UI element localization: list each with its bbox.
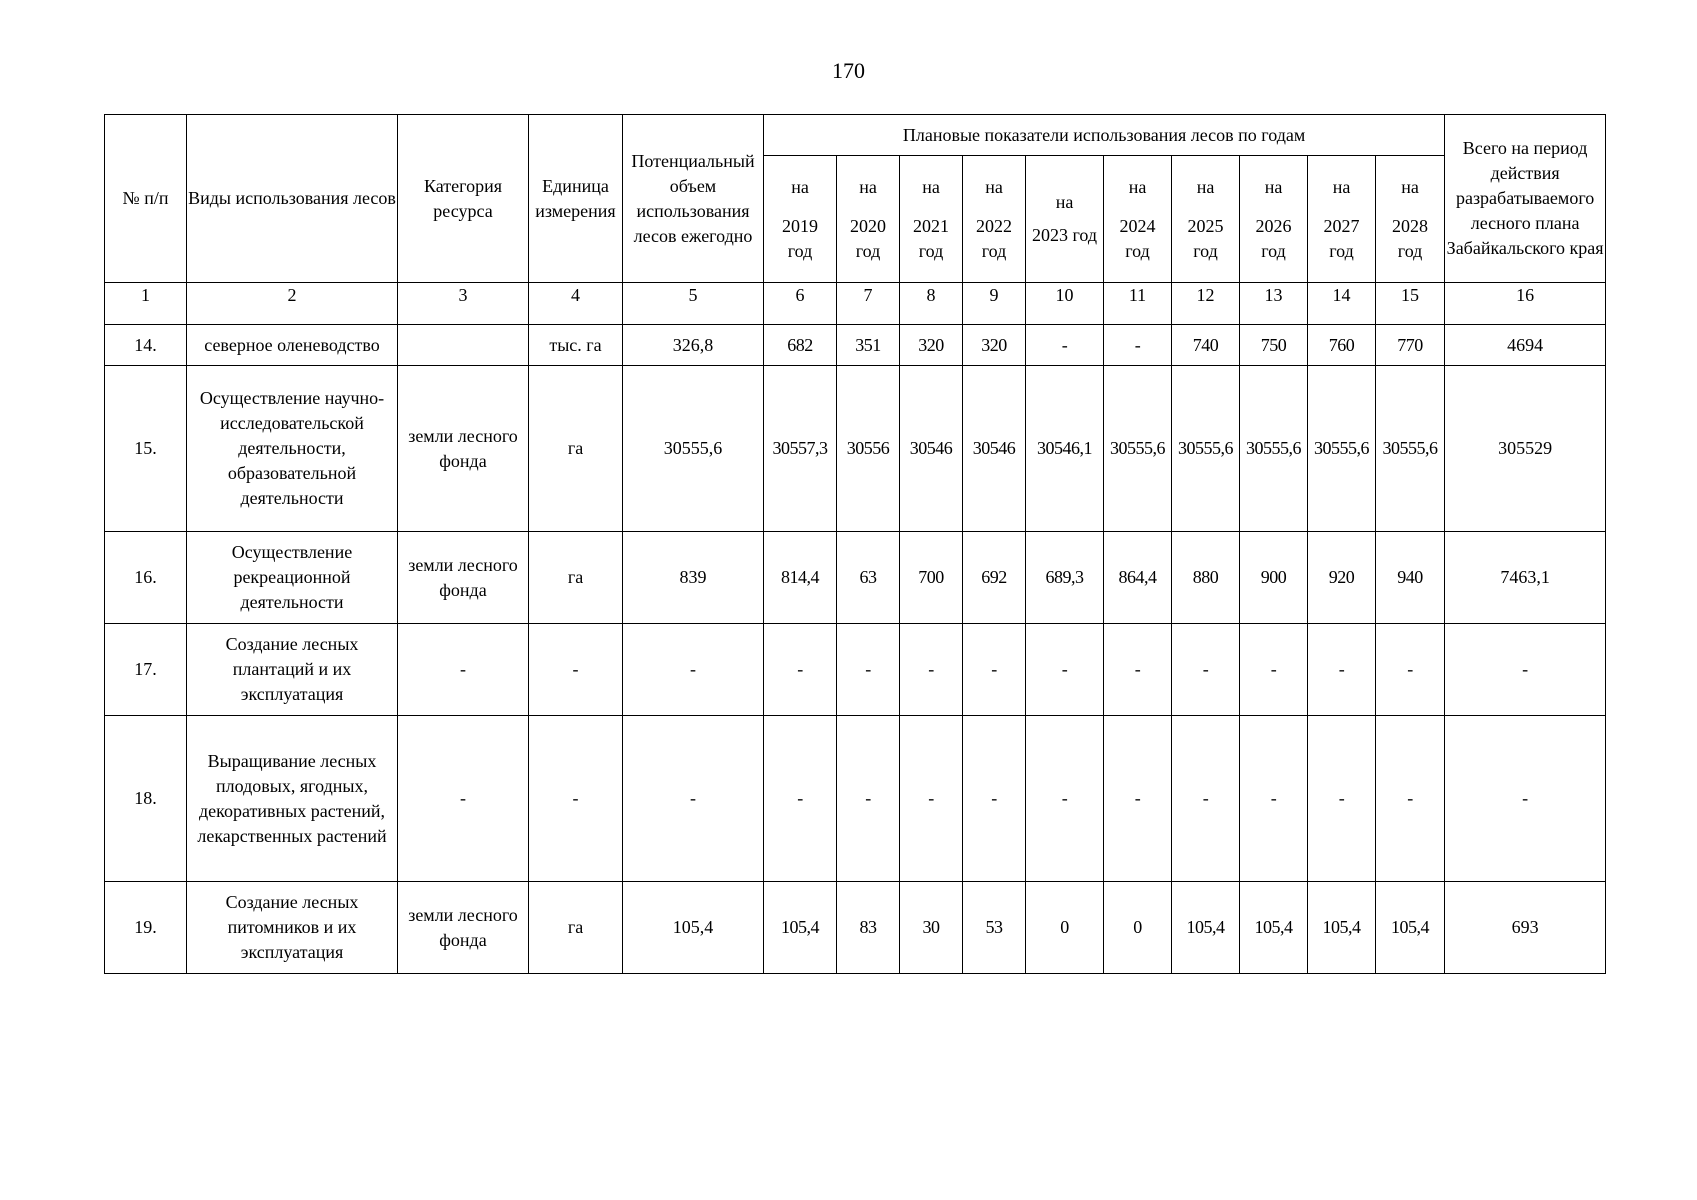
year-label: 2022 bbox=[976, 215, 1012, 236]
year-prefix: на bbox=[1055, 192, 1074, 212]
year-suffix: год bbox=[918, 240, 944, 261]
header-year-1 bbox=[837, 156, 900, 283]
row-year-value: 30555,6 bbox=[1172, 366, 1240, 532]
column-number: 2 bbox=[187, 283, 398, 325]
row-year-value: - bbox=[1026, 716, 1104, 882]
year-prefix: на bbox=[985, 176, 1003, 197]
column-number: 14 bbox=[1308, 283, 1376, 325]
row-number: 19. bbox=[105, 882, 187, 974]
row-year-value: - bbox=[1376, 716, 1445, 882]
column-number: 6 bbox=[764, 283, 837, 325]
header-year-4 bbox=[1026, 156, 1104, 283]
row-year-value: 760 bbox=[1308, 325, 1376, 366]
year-suffix: год bbox=[1261, 240, 1286, 261]
row-number: 16. bbox=[105, 532, 187, 624]
header-total: Всего на период действия разрабатываемого лесного плана Забайкальского края bbox=[1445, 115, 1606, 283]
year-suffix: год bbox=[1193, 240, 1218, 261]
column-number: 1 bbox=[105, 283, 187, 325]
page-number: 170 bbox=[832, 58, 865, 83]
header-year-3 bbox=[963, 156, 1026, 283]
row-total: 305529 bbox=[1445, 366, 1606, 532]
row-year-value: 880 bbox=[1172, 532, 1240, 624]
row-year-value: - bbox=[1172, 624, 1240, 716]
row-total: 7463,1 bbox=[1445, 532, 1606, 624]
table-row bbox=[105, 716, 1606, 882]
row-year-value: 30556 bbox=[837, 366, 900, 532]
row-year-value: 900 bbox=[1240, 532, 1308, 624]
row-year-value: - bbox=[1308, 624, 1376, 716]
row-use-type: Создание лесных плантаций и их эксплуатация bbox=[187, 624, 398, 716]
year-suffix: год bbox=[981, 240, 1007, 261]
row-year-value: 30557,3 bbox=[764, 366, 837, 532]
row-year-value: 940 bbox=[1376, 532, 1445, 624]
row-year-value: 814,4 bbox=[764, 532, 837, 624]
row-potential: 30555,6 bbox=[623, 366, 764, 532]
row-use-type: Осуществление научно-исследовательской деятельности, образовательной деятельности bbox=[187, 366, 398, 532]
row-year-value: 0 bbox=[1104, 882, 1172, 974]
row-category: земли лесного фонда bbox=[398, 366, 529, 532]
row-year-value: 692 bbox=[963, 532, 1026, 624]
row-unit: - bbox=[529, 716, 623, 882]
year-suffix: год bbox=[1329, 240, 1354, 261]
table-row bbox=[105, 325, 1606, 366]
row-category bbox=[398, 325, 529, 366]
table-row bbox=[105, 882, 1606, 974]
column-number: 7 bbox=[837, 283, 900, 325]
row-unit: га bbox=[529, 366, 623, 532]
row-year-value: - bbox=[1104, 624, 1172, 716]
column-number: 10 bbox=[1026, 283, 1104, 325]
row-year-value: - bbox=[1172, 716, 1240, 882]
row-year-value: 30 bbox=[900, 882, 963, 974]
header-year-2 bbox=[900, 156, 963, 283]
row-year-value: 30555,6 bbox=[1376, 366, 1445, 532]
year-suffix: год bbox=[1125, 240, 1150, 261]
column-number: 11 bbox=[1104, 283, 1172, 325]
row-year-value: - bbox=[1104, 716, 1172, 882]
row-year-value: 30546 bbox=[900, 366, 963, 532]
row-year-value: - bbox=[1026, 624, 1104, 716]
header-year-8 bbox=[1308, 156, 1376, 283]
row-year-value: 700 bbox=[900, 532, 963, 624]
row-year-value: 105,4 bbox=[1308, 882, 1376, 974]
year-suffix: год bbox=[855, 240, 881, 261]
row-year-value: 105,4 bbox=[764, 882, 837, 974]
year-label: 2021 bbox=[913, 215, 949, 236]
year-label: 2025 bbox=[1187, 215, 1224, 236]
row-year-value: - bbox=[837, 716, 900, 882]
row-year-value: 30555,6 bbox=[1308, 366, 1376, 532]
column-number: 8 bbox=[900, 283, 963, 325]
row-total: 4694 bbox=[1445, 325, 1606, 366]
row-unit: га bbox=[529, 882, 623, 974]
row-potential: 105,4 bbox=[623, 882, 764, 974]
row-year-value: 682 bbox=[764, 325, 837, 366]
row-use-type: Выращивание лесных плодовых, ягодных, декоративных растений, лекарственных растений bbox=[187, 716, 398, 882]
column-number: 16 bbox=[1445, 283, 1606, 325]
year-prefix: на bbox=[791, 176, 809, 197]
year-label: 2019 bbox=[782, 215, 818, 236]
year-prefix: на bbox=[1128, 176, 1147, 197]
row-number: 15. bbox=[105, 366, 187, 532]
year-suffix: год bbox=[1397, 240, 1423, 261]
row-year-value: 0 bbox=[1026, 882, 1104, 974]
row-year-value: - bbox=[1376, 624, 1445, 716]
row-year-value: - bbox=[1308, 716, 1376, 882]
column-number: 9 bbox=[963, 283, 1026, 325]
year-prefix: на bbox=[1196, 176, 1215, 197]
column-number: 13 bbox=[1240, 283, 1308, 325]
row-potential: - bbox=[623, 624, 764, 716]
row-year-value: - bbox=[837, 624, 900, 716]
row-unit: - bbox=[529, 624, 623, 716]
year-label: 2020 bbox=[850, 215, 886, 236]
header-year-0 bbox=[764, 156, 837, 283]
row-category: земли лесного фонда bbox=[398, 532, 529, 624]
row-number: 14. bbox=[105, 325, 187, 366]
header-year-5 bbox=[1104, 156, 1172, 283]
row-category: земли лесного фонда bbox=[398, 882, 529, 974]
row-potential: - bbox=[623, 716, 764, 882]
row-year-value: 864,4 bbox=[1104, 532, 1172, 624]
year-label: 2028 bbox=[1392, 215, 1429, 236]
row-year-value: 63 bbox=[837, 532, 900, 624]
row-category: - bbox=[398, 716, 529, 882]
row-year-value: - bbox=[963, 624, 1026, 716]
column-numbers-row bbox=[105, 283, 1606, 325]
column-number: 4 bbox=[529, 283, 623, 325]
row-total: - bbox=[1445, 624, 1606, 716]
row-year-value: 320 bbox=[963, 325, 1026, 366]
column-number: 5 bbox=[623, 283, 764, 325]
row-total: 693 bbox=[1445, 882, 1606, 974]
row-year-value: 351 bbox=[837, 325, 900, 366]
row-year-value: 30555,6 bbox=[1240, 366, 1308, 532]
row-year-value: - bbox=[1104, 325, 1172, 366]
column-number: 3 bbox=[398, 283, 529, 325]
table-row bbox=[105, 532, 1606, 624]
column-number: 12 bbox=[1172, 283, 1240, 325]
year-label: 2026 bbox=[1255, 215, 1292, 236]
year-prefix: на bbox=[1264, 176, 1283, 197]
year-label: 2024 bbox=[1119, 215, 1156, 236]
row-year-value: - bbox=[900, 716, 963, 882]
row-year-value: 30546 bbox=[963, 366, 1026, 532]
row-year-value: 105,4 bbox=[1376, 882, 1445, 974]
row-year-value: 689,3 bbox=[1026, 532, 1104, 624]
year-prefix: на bbox=[859, 176, 877, 197]
row-year-value: 320 bbox=[900, 325, 963, 366]
header-unit: Единица измерения bbox=[529, 115, 623, 283]
row-year-value: - bbox=[1240, 624, 1308, 716]
row-number: 18. bbox=[105, 716, 187, 882]
row-total: - bbox=[1445, 716, 1606, 882]
header-planned-group: Плановые показатели использования лесов по годам bbox=[764, 115, 1445, 156]
year-prefix: на bbox=[922, 176, 940, 197]
row-year-value: - bbox=[900, 624, 963, 716]
row-year-value: - bbox=[1026, 325, 1104, 366]
year-prefix: на bbox=[1401, 176, 1419, 197]
header-potential: Потенциальный объем использования лесов ежегодно bbox=[623, 115, 764, 283]
table-row bbox=[105, 624, 1606, 716]
row-year-value: 920 bbox=[1308, 532, 1376, 624]
header-year-7 bbox=[1240, 156, 1308, 283]
row-use-type: Создание лесных питомников и их эксплуатация bbox=[187, 882, 398, 974]
row-number: 17. bbox=[105, 624, 187, 716]
year-prefix: на bbox=[1332, 176, 1351, 197]
year-label: 2027 bbox=[1323, 215, 1360, 236]
header-type: Виды использования лесов bbox=[187, 115, 398, 283]
header-year-6 bbox=[1172, 156, 1240, 283]
row-use-type: северное оленеводство bbox=[187, 325, 398, 366]
row-potential: 326,8 bbox=[623, 325, 764, 366]
row-year-value: 30555,6 bbox=[1104, 366, 1172, 532]
header-category: Категория ресурса bbox=[398, 115, 529, 283]
row-year-value: - bbox=[963, 716, 1026, 882]
column-number: 15 bbox=[1376, 283, 1445, 325]
year-suffix: год bbox=[787, 240, 813, 261]
row-year-value: - bbox=[1240, 716, 1308, 882]
row-year-value: 53 bbox=[963, 882, 1026, 974]
forest-use-table bbox=[104, 114, 1606, 974]
header-row-top bbox=[105, 115, 1606, 156]
row-year-value: 740 bbox=[1172, 325, 1240, 366]
row-year-value: 105,4 bbox=[1240, 882, 1308, 974]
row-year-value: 750 bbox=[1240, 325, 1308, 366]
row-category: - bbox=[398, 624, 529, 716]
header-num: № п/п bbox=[105, 115, 187, 283]
year-label: 2023 год bbox=[1031, 225, 1098, 245]
row-year-value: 30546,1 bbox=[1026, 366, 1104, 532]
table-row bbox=[105, 366, 1606, 532]
row-year-value: - bbox=[764, 624, 837, 716]
row-unit: га bbox=[529, 532, 623, 624]
row-unit: тыс. га bbox=[529, 325, 623, 366]
row-potential: 839 bbox=[623, 532, 764, 624]
row-year-value: - bbox=[764, 716, 837, 882]
header-year-9 bbox=[1376, 156, 1445, 283]
row-year-value: 83 bbox=[837, 882, 900, 974]
row-year-value: 105,4 bbox=[1172, 882, 1240, 974]
row-use-type: Осуществление рекреационной деятельности bbox=[187, 532, 398, 624]
row-year-value: 770 bbox=[1376, 325, 1445, 366]
